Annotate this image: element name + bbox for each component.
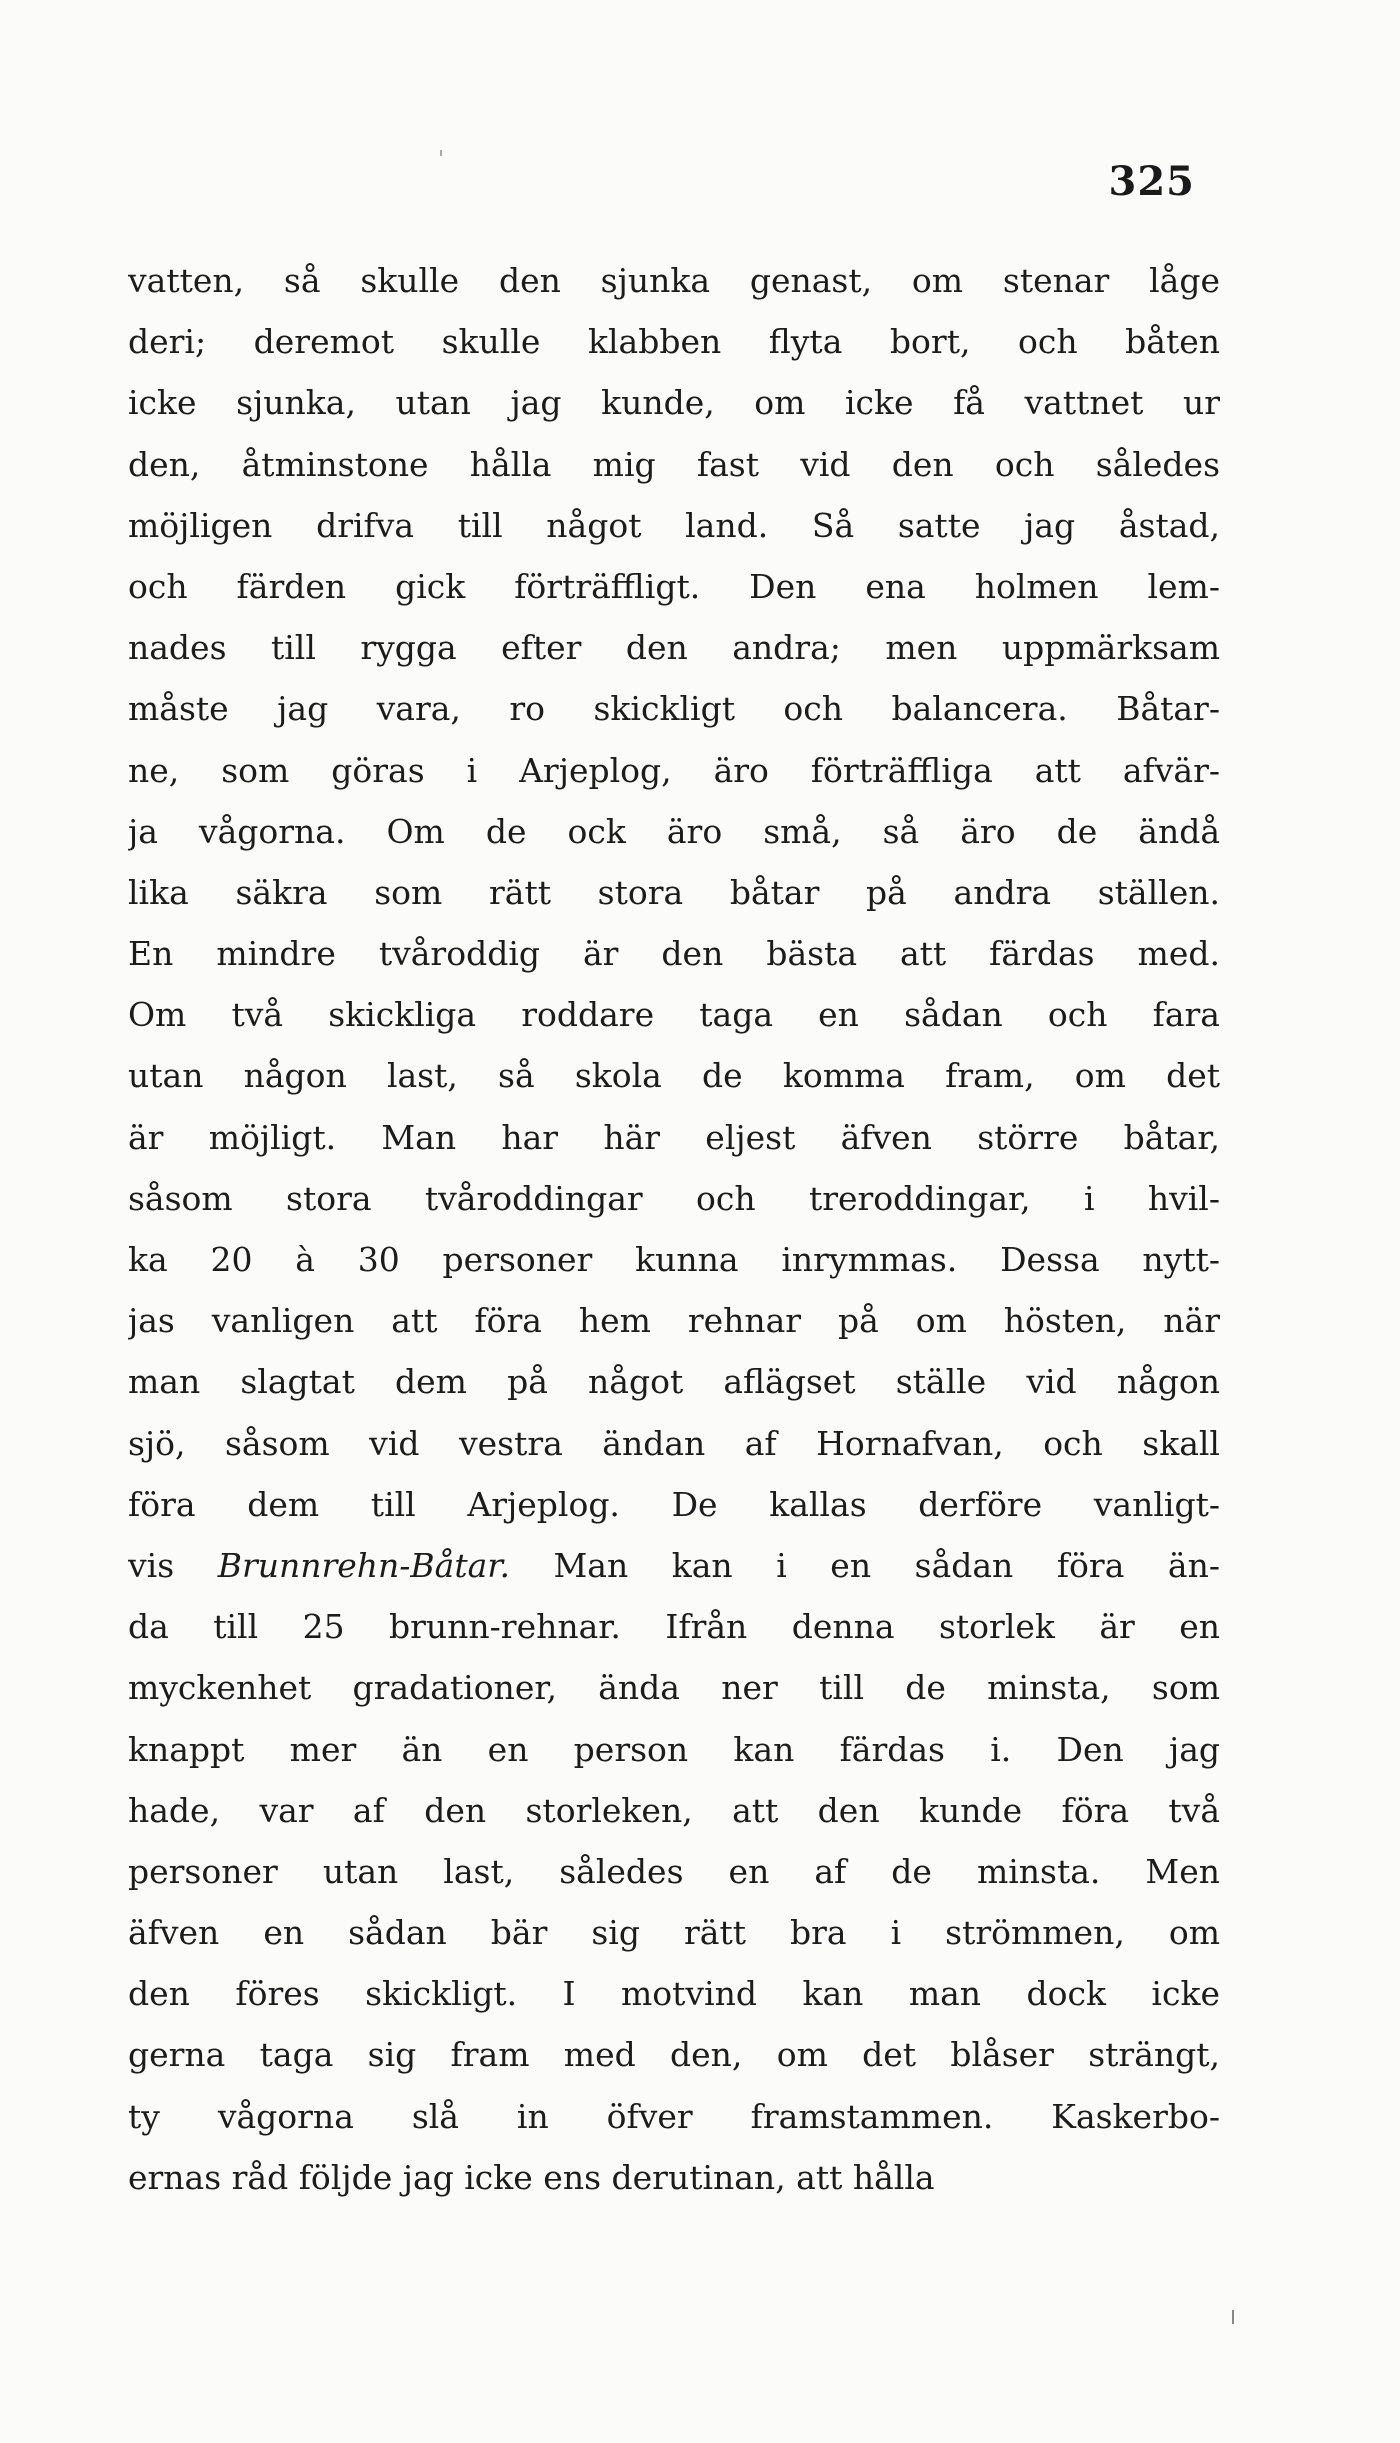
text-line: och färden gick förträffligt. Den ena holmen lem- <box>128 566 1220 606</box>
text-segment: Man kan i en sådan föra än- <box>509 1545 1220 1585</box>
text-line: sjö, såsom vid vestra ändan af Hornafvan, och skall <box>128 1423 1220 1463</box>
text-line: man slagtat dem på något aflägset ställe vid någon <box>128 1362 1220 1402</box>
text-line: ty vågorna slå in öfver framstammen. Kaskerbo- <box>128 2096 1220 2136</box>
text-line: den föres skickligt. I motvind kan man dock icke <box>128 1974 1220 2014</box>
text-line: icke sjunka, utan jag kunde, om icke få vattnet ur <box>128 383 1220 423</box>
text-line: måste jag vara, ro skickligt och balancera. Båtar- <box>128 689 1220 729</box>
text-line: föra dem till Arjeplog. De kallas derföre vanligt- <box>128 1484 1220 1524</box>
text-line: ne, som göras i Arjeplog, äro förträffliga att afvär- <box>128 750 1220 790</box>
text-line: personer utan last, således en af de minsta. Men <box>128 1851 1220 1891</box>
text-line: jas vanligen att föra hem rehnar på om hösten, när <box>128 1301 1220 1341</box>
text-line: utan någon last, så skola de komma fram, om det <box>128 1056 1220 1096</box>
text-line: hade, var af den storleken, att den kunde föra två <box>128 1790 1220 1830</box>
page-number: 325 <box>1108 158 1195 205</box>
text-line: vatten, så skulle den sjunka genast, om stenar låge <box>128 261 1220 300</box>
text-line: ja vågorna. Om de ock äro små, så äro de ändå <box>128 811 1220 851</box>
text-line: knappt mer än en person kan färdas i. Den jag <box>128 1729 1220 1769</box>
text-line: da till 25 brunn-rehnar. Ifrån denna storlek är en <box>128 1607 1220 1647</box>
text-line: myckenhet gradationer, ända ner till de minsta, som <box>128 1668 1220 1708</box>
text-line: den, åtminstone hålla mig fast vid den och således <box>128 444 1220 484</box>
text-line: lika säkra som rätt stora båtar på andra ställen. <box>128 872 1220 912</box>
print-speck <box>440 150 442 156</box>
text-line: Om två skickliga roddare taga en sådan och fara <box>128 995 1220 1035</box>
text-segment: vis <box>128 1545 218 1585</box>
text-line: ka 20 à 30 personer kunna inrymmas. Dessa nytt- <box>128 1240 1220 1279</box>
text-line: nades till rygga efter den andra; men uppmärksam <box>128 628 1220 668</box>
italic-term: Brunnrehn-Båtar. <box>217 1545 510 1585</box>
text-line: möjligen drifva till något land. Så satte jag åstad, <box>128 505 1220 545</box>
text-line: ernas råd följde jag icke ens derutinan, att hålla <box>128 2157 935 2197</box>
text-line: äfven en sådan bär sig rätt bra i strömmen, om <box>128 1913 1220 1953</box>
text-line: gerna taga sig fram med den, om det blåser strängt, <box>128 2035 1220 2075</box>
text-line-with-italic <box>128 1535 1220 1596</box>
text-line: är möjligt. Man har här eljest äfven större båtar, <box>128 1117 1220 1157</box>
text-line: En mindre tvåroddig är den bästa att färdas med. <box>128 934 1220 974</box>
print-speck <box>1232 2310 1234 2324</box>
text-line: deri; deremot skulle klabben flyta bort, och båten <box>128 322 1220 362</box>
text-line: såsom stora tvåroddingar och treroddingar, i hvil- <box>128 1178 1220 1218</box>
body-text <box>128 250 1220 2208</box>
